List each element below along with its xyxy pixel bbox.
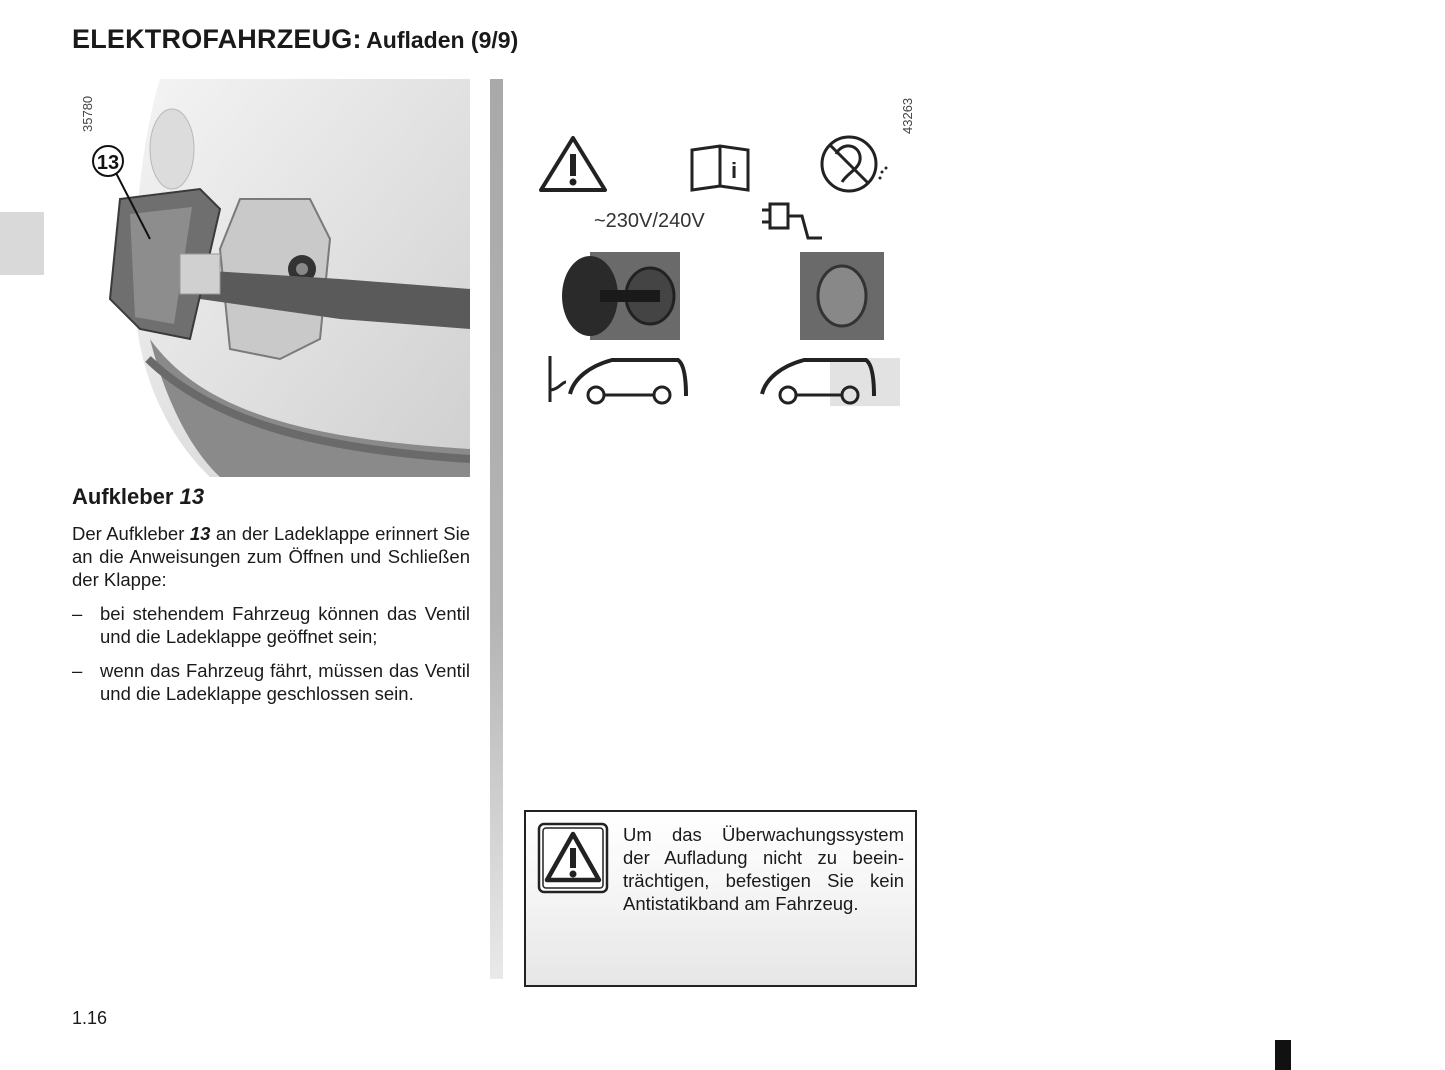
page-title	[72, 24, 518, 55]
title-sub: Aufladen (9/9)	[366, 27, 519, 53]
photo-code-text: 35780	[80, 95, 95, 132]
pictogram-code-text: 43263	[900, 97, 915, 134]
voltage-label: ~230V/240V	[594, 210, 705, 232]
flap-open-icon	[562, 252, 680, 340]
manual-book-icon	[692, 146, 748, 190]
title-main: ELEKTROFAHRZEUG:	[72, 24, 362, 54]
corner-mark	[1275, 1040, 1291, 1070]
intro-paragraph	[72, 522, 470, 591]
plug-icon	[762, 204, 822, 238]
pictogram-code-label	[896, 88, 918, 134]
photo-code-label	[77, 88, 97, 132]
no-antistatic-icon	[822, 137, 888, 191]
warning-icon	[537, 822, 609, 894]
page-number: 1.16	[72, 1008, 108, 1028]
list-dash: –	[72, 603, 83, 624]
chapter-tab	[0, 212, 44, 275]
section-heading	[72, 484, 204, 510]
list-dash: –	[72, 660, 83, 681]
list-item	[72, 602, 470, 648]
para-number: 13	[189, 523, 211, 544]
svg-text:i: i	[730, 158, 738, 183]
charging-flap-illustration	[80, 79, 470, 477]
car-driving-icon	[762, 358, 900, 406]
para-before: Der Aufkleber	[72, 523, 185, 544]
list-item-text: wenn das Fahrzeug fährt, müssen das Ventil und die Ladeklappe geschlossen sein.	[100, 660, 470, 704]
car-charging-icon	[550, 356, 686, 403]
callout-label: 13	[96, 152, 120, 174]
para-after: an der Ladeklappe erinnert Sie an die Anweisungen zum Öffnen und Schließen der Klappe:	[72, 523, 470, 590]
list-item-text: bei stehendem Fahrzeug können das Ventil und die Ladeklappe geöffnet sein;	[100, 603, 470, 647]
warning-text: Um das Überwachungssystem der Aufladung nicht zu beeinträchtigen, befestigen Sie kein Antistatikband am Fahrzeug.	[623, 824, 904, 914]
warning-triangle-icon	[541, 138, 605, 190]
list-item	[72, 659, 470, 705]
heading-text: Aufkleber	[72, 484, 174, 509]
column-divider	[490, 79, 503, 979]
flap-closed-icon	[800, 252, 884, 340]
sticker-pictograms	[530, 120, 910, 420]
heading-number: 13	[179, 484, 205, 509]
